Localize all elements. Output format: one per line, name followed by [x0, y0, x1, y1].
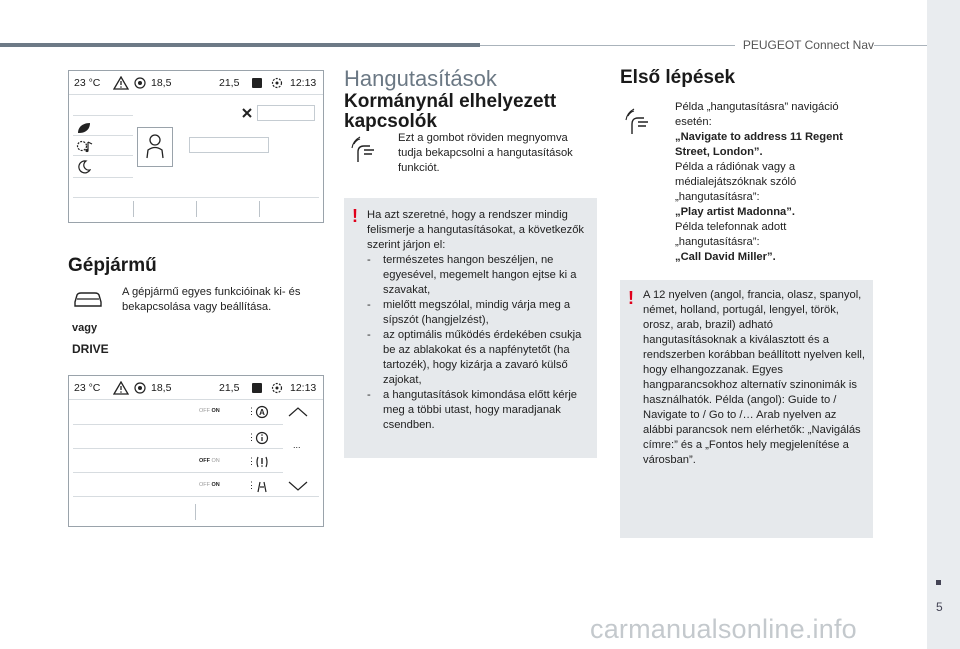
- phone-icon-2: [250, 381, 264, 395]
- example-media-command: „Play artist Madonna”.: [675, 206, 795, 218]
- clock-2: 12:13: [290, 382, 317, 394]
- climate-right: 21,5: [219, 77, 240, 89]
- car-icon: [72, 287, 104, 309]
- climate-right-2: 21,5: [219, 382, 240, 394]
- header-rule: [0, 43, 480, 47]
- vehicle-title: Gépjármű: [68, 255, 157, 276]
- voice-button-desc: Ezt a gombot röviden megnyomva tudja bekapcsolni a hangutasítások funkciót.: [398, 132, 573, 174]
- watermark: carmanualsonline.info: [590, 614, 857, 644]
- steering-switches-title: Kormánynál elhelyezett kapcsolók: [344, 91, 557, 132]
- info-icon[interactable]: [255, 431, 269, 445]
- warning-mark-2: !: [628, 288, 634, 308]
- page-number: 5: [936, 600, 943, 614]
- examples: [675, 100, 865, 265]
- note-item: - a hangutasítások kimondása előtt kérje meg a többi utast, hogy maradjanak csendben.: [367, 388, 593, 433]
- toggle-1[interactable]: OFF ON: [199, 408, 220, 414]
- profile-field[interactable]: [189, 137, 269, 153]
- night-mode-icon[interactable]: [77, 160, 91, 174]
- scroll-up-icon[interactable]: [287, 406, 309, 418]
- status-bar-2: [69, 376, 323, 400]
- header-title: PEUGEOT Connect Nav: [735, 38, 874, 52]
- note-item: - természetes hangon beszéljen, ne egyesével, megemelt hangon ejtse ki a szavakat,: [367, 253, 593, 298]
- scroll-down-icon[interactable]: [287, 480, 309, 492]
- settings-icon: [270, 76, 284, 90]
- example-nav-label: Példa „hangutasításra” navigáció esetén:: [675, 101, 839, 128]
- or-label: vagy: [72, 322, 98, 334]
- climate-left-2: 18,5: [151, 382, 172, 394]
- example-phone-command: „Call David Miller”.: [675, 251, 776, 263]
- language-note-text: A 12 nyelven (angol, francia, olasz, spanyol, német, holland, portugál, lengyel, török, orosz, arab, brazil) adható hangutasításoknak a kiválasztott és a rendszerben korábban beállított nyelven kell, hogy elhangozzanak. Egyes hangparancsokhoz alternatív szinonimák is használhatók. Példa (angol): Guide to / Navigate to / Go to /… Arab nyelven az alábbi parancsok nem elérhetők: „Navigálás címre:” és a „Fontos hely megjelenítése a városban”.: [643, 289, 866, 466]
- side-strip: [927, 0, 960, 649]
- location-icon: [133, 76, 147, 90]
- temperature: 23 °C: [74, 77, 101, 89]
- voice-button-icon: [350, 136, 380, 164]
- drive-label: DRIVE: [72, 342, 109, 356]
- music-settings-icon[interactable]: [76, 139, 94, 154]
- vehicle-settings-screen: 23 °C 18,5 21,5 12:13 OFF ON ⋮ A ⋮ OFF ON ⋮ OFF ON ⋮ ...: [68, 375, 324, 527]
- close-icon[interactable]: [241, 107, 253, 119]
- example-nav-command: „Navigate to address 11 Regent Street, London”.: [675, 131, 843, 158]
- warning-icon-2: [113, 381, 129, 395]
- note-intro: Ha azt szeretné, hogy a rendszer mindig felismerje a hangutasításokat, a következők szerint járjon el:: [367, 209, 585, 251]
- voice-commands-title: Hangutasítások: [344, 66, 497, 91]
- auto-icon[interactable]: [255, 405, 269, 419]
- eco-leaf-icon[interactable]: [76, 121, 92, 135]
- svg-text:A: A: [259, 408, 265, 417]
- example-media-label: Példa a rádiónak vagy a médialejátszóknak szóló „hangutasításra”:: [675, 161, 797, 203]
- warning-icon: [113, 76, 129, 90]
- vehicle-desc: A gépjármű egyes funkcióinak ki- és bekapcsolása vagy beállítása.: [122, 286, 301, 313]
- warning-mark: !: [352, 206, 358, 226]
- phone-icon: [250, 76, 264, 90]
- lane-assist-icon[interactable]: [255, 479, 269, 493]
- note-item: - mielőtt megszólal, mindig várja meg a sípszót (hangjelzést),: [367, 298, 593, 328]
- language-note: [620, 280, 873, 538]
- more-indicator: ...: [293, 440, 301, 450]
- top-right-field[interactable]: [257, 105, 315, 121]
- driver-profile-button[interactable]: [137, 127, 173, 167]
- status-bar: [69, 71, 323, 95]
- clock: 12:13: [290, 77, 317, 89]
- temperature-2: 23 °C: [74, 382, 101, 394]
- toggle-2[interactable]: OFF ON: [199, 458, 220, 464]
- voice-button-icon-2: [624, 108, 654, 136]
- toggle-3[interactable]: OFF ON: [199, 482, 220, 488]
- alert-icon[interactable]: [255, 455, 269, 469]
- example-phone-label: Példa telefonnak adott „hangutasításra”:: [675, 221, 787, 248]
- note-item: - az optimális működés érdekében csukja be az ablakokat és a napfénytetőt (ha tartozék), hogy kizárja a zavaró külső zajokat,: [367, 328, 593, 388]
- settings-icon-2: [270, 381, 284, 395]
- location-icon-2: [133, 381, 147, 395]
- climate-left: 18,5: [151, 77, 172, 89]
- voice-tips-note: [344, 198, 597, 458]
- first-steps-title: Első lépések: [620, 67, 736, 88]
- page-marker: [936, 580, 941, 585]
- vehicle-screen: [68, 70, 324, 223]
- person-icon: [138, 128, 172, 166]
